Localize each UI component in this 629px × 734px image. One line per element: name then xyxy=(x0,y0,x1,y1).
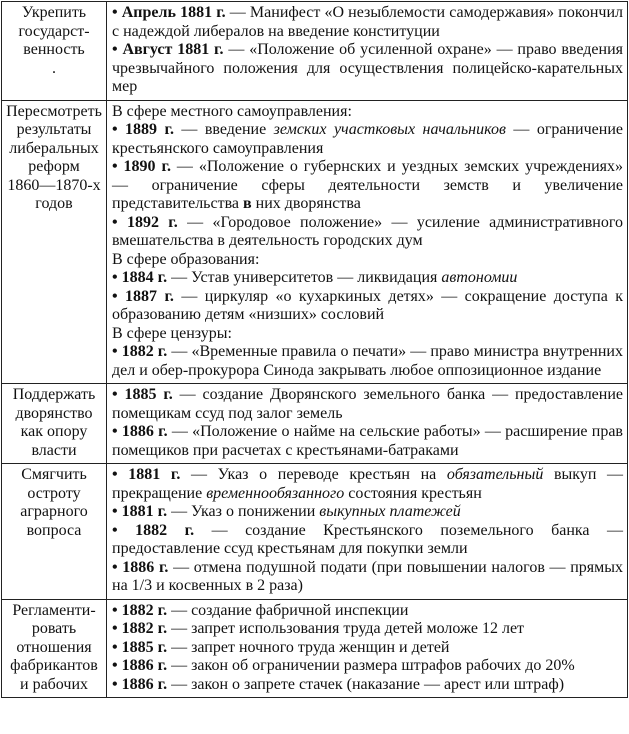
goal-line: и рабочих xyxy=(20,675,88,693)
measure-date: 1885 г. xyxy=(124,386,173,403)
measure-date: 1882 г. xyxy=(121,601,168,619)
measure-date: 1887 г. xyxy=(125,287,174,305)
goal-line: годов xyxy=(35,195,73,212)
goal-line: ровать xyxy=(31,620,77,637)
measure-item xyxy=(112,639,623,658)
bullet-icon: • xyxy=(112,638,122,656)
measure-date: 1882 г. xyxy=(121,343,168,360)
goal-line: Регламенти- xyxy=(12,601,96,619)
measures-cell xyxy=(107,384,628,464)
sphere-heading: В сфере цензуры: xyxy=(112,324,232,342)
measure-item xyxy=(112,41,623,97)
measure-item xyxy=(112,657,623,676)
measure-date: 1881 г. xyxy=(121,503,168,520)
bullet-icon: • xyxy=(112,423,122,440)
measure-item xyxy=(112,559,623,596)
table-row xyxy=(2,599,628,698)
bullet-icon: • xyxy=(112,158,124,175)
bullet-icon: • xyxy=(112,41,123,58)
measure-item xyxy=(112,288,623,325)
goal-line: аграрного xyxy=(20,503,88,520)
bullet-icon: • xyxy=(112,521,136,539)
measure-bold: в xyxy=(243,195,252,212)
goal-line: Пересмотреть xyxy=(6,102,102,120)
measure-text: — «Положение об усиленной охране» — право введения чрезвычайного положения для осуществления полицейско-карательных мер xyxy=(112,41,624,95)
sphere-heading: В сфере местного самоуправления: xyxy=(112,102,352,120)
measure-date: 1881 г. xyxy=(128,466,181,483)
goal-line: власти xyxy=(31,441,77,459)
bullet-icon: • xyxy=(112,386,125,403)
measure-text: — закон о запрете стачек (наказание — арест или штраф) xyxy=(167,675,565,693)
goal-line: либеральных xyxy=(9,139,99,157)
measure-text: них дворянства xyxy=(251,195,361,212)
measure-text: — создание Дворянского земельного банка — предоставление помещикам ссуд под залог земель xyxy=(112,386,624,422)
goal-mark: . xyxy=(52,59,56,77)
bullet-icon: • xyxy=(112,558,123,576)
table-row xyxy=(2,384,628,464)
measure-text: выкуп — прекращение xyxy=(112,466,624,502)
measure-text: состояния крестьян xyxy=(344,484,482,502)
measures-cell xyxy=(107,2,628,101)
measure-text: — создание Крестьянского поземельного банка — предоставление ссуд крестьянам для покупки земли xyxy=(112,521,624,557)
bullet-icon: • xyxy=(112,213,127,231)
bullet-icon: • xyxy=(112,269,122,286)
measure-date: 1882 г. xyxy=(121,620,168,637)
goal-line: дворянство xyxy=(15,404,93,422)
measure-item xyxy=(112,522,623,559)
bullet-icon: • xyxy=(112,657,122,674)
measure-text: — циркуляр «о кухаркиных детях» — сокращение доступа к образованию детям «низших» сословий xyxy=(112,287,623,323)
measure-item xyxy=(112,343,623,380)
measure-emphasis: выкупных платежей xyxy=(319,503,461,520)
measure-item xyxy=(112,503,623,522)
measure-item xyxy=(112,602,623,621)
measure-date: 1885 г. xyxy=(121,638,168,656)
measure-date: 1882 г. xyxy=(135,521,195,539)
measure-item xyxy=(112,423,623,460)
goal-line: отношения xyxy=(16,638,92,656)
measure-text: — «Положение о губернских и уездных земских учреждениях» — ограничение сферы деятельности земств и увеличение представительства xyxy=(112,158,623,212)
measure-item xyxy=(112,269,623,288)
measure-date: 1886 г. xyxy=(121,423,168,440)
bullet-icon: • xyxy=(112,343,122,360)
measure-date: Апрель 1881 г. xyxy=(121,4,226,21)
goal-line: результаты xyxy=(16,121,92,138)
table-row xyxy=(2,2,628,101)
measure-text: — «Городовое положение» — усиление административного вмешательства в деятельность городских дум xyxy=(112,213,624,249)
measure-text: — запрет использования труда детей моложе 12 лет xyxy=(167,620,525,637)
goal-line: вопроса xyxy=(26,521,82,539)
measure-text: — «Положение о найме на сельские работы» — расширение прав помещиков при расчетах с крестьянами-батраками xyxy=(112,423,623,459)
measure-text: — Устав университетов — ликвидация xyxy=(167,269,442,286)
sphere-heading: В сфере образования: xyxy=(112,250,260,268)
measures-cell xyxy=(107,599,628,698)
goal-cell xyxy=(2,464,107,600)
measure-text: — введение xyxy=(173,121,274,138)
measure-text: — ограничение крестьянского самоуправления xyxy=(112,121,623,157)
measures-cell xyxy=(107,100,628,384)
measure-date: 1884 г. xyxy=(121,269,168,286)
goal-cell xyxy=(2,100,107,384)
bullet-icon: • xyxy=(112,503,122,520)
measure-item xyxy=(112,386,623,423)
measure-date: 1892 г. xyxy=(126,213,178,231)
goal-line: как опору xyxy=(20,423,88,440)
goal-line: 1860—1870-х xyxy=(7,176,101,194)
bullet-icon: • xyxy=(112,675,122,693)
bullet-icon: • xyxy=(112,601,122,619)
measure-text: — создание фабричной инспекции xyxy=(167,601,409,619)
goal-line: фабрикантов xyxy=(10,657,98,674)
measure-text: — Манифест «О незыблемости самодержавия» покончил с надеждой либералов на введение конституции xyxy=(112,4,623,40)
measures-cell xyxy=(107,464,628,600)
table-row xyxy=(2,100,628,384)
measure-item xyxy=(112,121,623,158)
reforms-table xyxy=(1,1,628,698)
measure-text: — запрет ночного труда женщин и детей xyxy=(167,638,450,656)
measure-text: — отмена подушной подати (при повышении налогов — прямых на 1/3 и косвенных в 2 раза) xyxy=(112,558,624,594)
measure-emphasis: обязательный xyxy=(446,466,544,483)
measure-date: 1886 г. xyxy=(121,675,168,693)
measure-item xyxy=(112,158,623,214)
goal-line: Укрепить xyxy=(21,4,87,21)
table-row xyxy=(2,464,628,600)
goal-cell xyxy=(2,2,107,101)
goal-line: реформ xyxy=(28,158,80,175)
measure-item xyxy=(112,466,623,503)
bullet-icon: • xyxy=(112,287,126,305)
bullet-icon: • xyxy=(112,466,129,483)
measure-text: — Указ о понижении xyxy=(167,503,320,520)
measure-date: 1886 г. xyxy=(121,657,168,674)
measure-date: 1890 г. xyxy=(123,158,171,175)
goal-line: Поддержать xyxy=(12,386,96,403)
measure-text: — Указ о переводе крестьян на xyxy=(180,466,447,483)
reforms-table-body xyxy=(2,2,628,698)
measure-item xyxy=(112,676,623,695)
measure-date: 1886 г. xyxy=(122,558,169,576)
measure-date: 1889 г. xyxy=(125,121,174,138)
goal-line: государст- xyxy=(18,22,90,40)
goal-cell xyxy=(2,384,107,464)
goal-line: венность xyxy=(23,41,85,58)
goal-line: Смягчить xyxy=(21,466,87,483)
measure-item xyxy=(112,4,623,41)
measure-item xyxy=(112,620,623,639)
bullet-icon: • xyxy=(112,121,126,138)
bullet-icon: • xyxy=(112,4,122,21)
goal-line: остроту xyxy=(27,484,81,502)
goal-cell xyxy=(2,599,107,698)
measure-item xyxy=(112,214,623,251)
measure-emphasis: временнообязанного xyxy=(206,484,345,502)
bullet-icon: • xyxy=(112,620,122,637)
measure-text: — «Временные правила о печати» — право министра внутренних дел и обер-прокурора Синода закрывать любое оппозиционное издание xyxy=(112,343,623,379)
measure-text: — закон об ограничении размера штрафов рабочих до 20% xyxy=(167,657,575,674)
measure-emphasis: автономии xyxy=(441,269,518,286)
measure-date: Август 1881 г. xyxy=(122,41,224,58)
measure-emphasis: земских участковых начальников xyxy=(273,121,506,138)
